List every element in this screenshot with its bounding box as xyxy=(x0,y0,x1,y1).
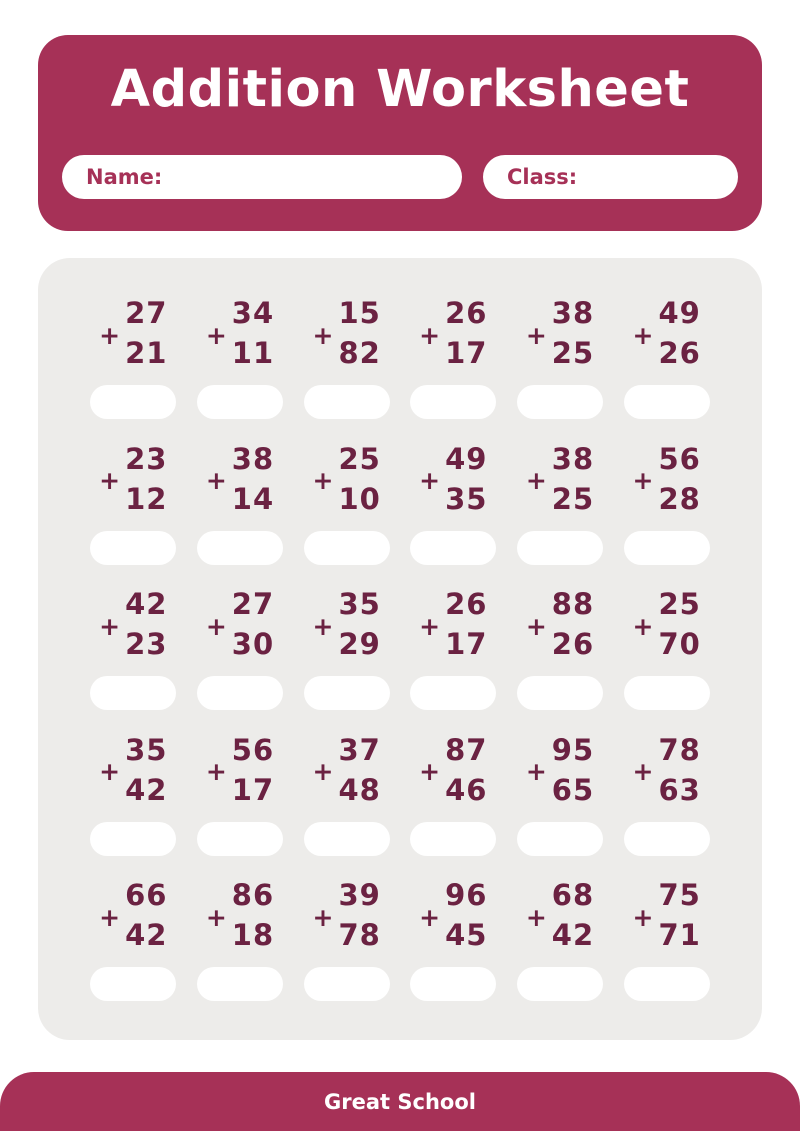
addend-bottom: 17 xyxy=(231,772,275,807)
addend-top: 78 xyxy=(658,732,701,767)
addition-problem xyxy=(400,438,507,566)
operands xyxy=(445,584,487,664)
addition-expression xyxy=(419,729,487,811)
addend-top: 38 xyxy=(551,296,595,330)
operands xyxy=(445,293,487,373)
addend-top: 75 xyxy=(658,878,701,913)
plus-operator: + xyxy=(99,320,121,350)
addend-bottom: 71 xyxy=(658,918,701,953)
page-title: Addition Worksheet xyxy=(110,60,690,119)
addition-problem xyxy=(507,583,614,711)
answer-box[interactable] xyxy=(624,822,710,856)
plus-operator: + xyxy=(632,902,654,932)
operands xyxy=(552,875,594,955)
addition-problem xyxy=(187,874,294,1002)
addend-top: 56 xyxy=(231,732,275,767)
addend-bottom: 48 xyxy=(338,772,381,807)
addend-bottom: 42 xyxy=(125,772,168,807)
plus-operator: + xyxy=(419,466,441,496)
plus-operator: + xyxy=(525,757,547,787)
answer-box[interactable] xyxy=(410,967,496,1001)
plus-operator: + xyxy=(632,757,654,787)
addition-expression xyxy=(633,438,701,520)
addition-problem xyxy=(187,729,294,857)
answer-box[interactable] xyxy=(197,531,283,565)
addition-expression xyxy=(633,292,701,374)
addition-problem xyxy=(187,583,294,711)
operands xyxy=(658,584,700,664)
addition-problem xyxy=(187,292,294,420)
addend-bottom: 46 xyxy=(445,772,488,807)
addition-expression xyxy=(419,583,487,665)
operands xyxy=(658,875,700,955)
addend-top: 27 xyxy=(231,587,275,622)
operands xyxy=(552,730,594,810)
plus-operator: + xyxy=(205,757,227,787)
addend-top: 95 xyxy=(551,732,595,767)
addend-bottom: 21 xyxy=(125,336,168,370)
addend-top: 88 xyxy=(551,587,595,622)
addition-problem xyxy=(507,729,614,857)
addition-expression xyxy=(633,583,701,665)
addend-top: 66 xyxy=(125,878,168,913)
answer-box[interactable] xyxy=(410,822,496,856)
operands xyxy=(232,730,274,810)
operands xyxy=(445,730,487,810)
addend-bottom: 26 xyxy=(551,627,595,662)
answer-box[interactable] xyxy=(410,385,496,419)
addition-expression xyxy=(206,438,274,520)
plus-operator: + xyxy=(632,466,654,496)
answer-box[interactable] xyxy=(304,531,390,565)
operands xyxy=(125,439,167,519)
plus-operator: + xyxy=(525,320,547,350)
addend-bottom: 17 xyxy=(445,336,488,370)
addition-expression xyxy=(526,729,594,811)
addend-top: 27 xyxy=(125,296,168,330)
addition-expression xyxy=(313,583,381,665)
addend-top: 25 xyxy=(658,587,701,622)
addend-top: 87 xyxy=(445,732,488,767)
operands xyxy=(232,293,274,373)
plus-operator: + xyxy=(99,466,121,496)
answer-box[interactable] xyxy=(304,676,390,710)
addend-bottom: 30 xyxy=(231,627,275,662)
header-fields xyxy=(62,155,738,199)
footer-label: Great School xyxy=(324,1089,476,1114)
class-field-label: Class: xyxy=(507,165,578,189)
addition-problem xyxy=(187,438,294,566)
addend-bottom: 26 xyxy=(658,336,701,370)
addition-expression xyxy=(633,874,701,956)
answer-box[interactable] xyxy=(624,967,710,1001)
addition-problem xyxy=(80,729,187,857)
plus-operator: + xyxy=(419,320,441,350)
answer-box[interactable] xyxy=(197,385,283,419)
addend-bottom: 63 xyxy=(658,772,701,807)
plus-operator: + xyxy=(312,466,334,496)
addend-top: 26 xyxy=(445,587,488,622)
answer-box[interactable] xyxy=(90,967,176,1001)
addend-bottom: 12 xyxy=(125,481,168,516)
answer-box[interactable] xyxy=(90,676,176,710)
plus-operator: + xyxy=(632,320,654,350)
addend-top: 35 xyxy=(125,732,168,767)
plus-operator: + xyxy=(632,611,654,641)
plus-operator: + xyxy=(525,611,547,641)
plus-operator: + xyxy=(205,466,227,496)
operands xyxy=(125,730,167,810)
addition-problem xyxy=(293,438,400,566)
addition-problem xyxy=(400,583,507,711)
operands xyxy=(338,439,380,519)
answer-box[interactable] xyxy=(197,967,283,1001)
addition-problem xyxy=(293,292,400,420)
plus-operator: + xyxy=(205,320,227,350)
addend-bottom: 11 xyxy=(231,336,275,370)
addition-problem xyxy=(400,292,507,420)
operands xyxy=(552,439,594,519)
operands xyxy=(338,584,380,664)
addition-problem xyxy=(80,583,187,711)
addition-expression xyxy=(526,583,594,665)
plus-operator: + xyxy=(99,902,121,932)
addend-bottom: 45 xyxy=(445,918,488,953)
answer-box[interactable] xyxy=(517,676,603,710)
addend-top: 34 xyxy=(231,296,275,330)
addition-expression xyxy=(99,438,167,520)
plus-operator: + xyxy=(312,320,334,350)
addend-bottom: 42 xyxy=(551,918,595,953)
answer-box[interactable] xyxy=(197,822,283,856)
addend-top: 39 xyxy=(338,878,381,913)
addition-expression xyxy=(526,292,594,374)
addend-top: 56 xyxy=(658,441,701,476)
addend-top: 26 xyxy=(445,296,488,330)
answer-box[interactable] xyxy=(90,385,176,419)
plus-operator: + xyxy=(205,611,227,641)
operands xyxy=(125,293,167,373)
addend-bottom: 18 xyxy=(231,918,275,953)
answer-box[interactable] xyxy=(517,531,603,565)
plus-operator: + xyxy=(525,466,547,496)
addition-problem xyxy=(400,729,507,857)
addition-problem xyxy=(293,583,400,711)
addition-problem xyxy=(80,438,187,566)
name-field-label: Name: xyxy=(86,165,163,189)
answer-box[interactable] xyxy=(197,676,283,710)
worksheet-header xyxy=(38,35,762,231)
addition-problem xyxy=(507,874,614,1002)
plus-operator: + xyxy=(205,902,227,932)
plus-operator: + xyxy=(99,611,121,641)
addend-bottom: 65 xyxy=(551,772,595,807)
answer-box[interactable] xyxy=(624,531,710,565)
operands xyxy=(232,875,274,955)
addend-bottom: 28 xyxy=(658,481,701,516)
operands xyxy=(338,293,380,373)
addition-expression xyxy=(419,438,487,520)
operands xyxy=(125,584,167,664)
addition-expression xyxy=(313,292,381,374)
addition-expression xyxy=(313,438,381,520)
addition-problem xyxy=(293,729,400,857)
addition-problem xyxy=(613,874,720,1002)
addition-expression xyxy=(99,729,167,811)
addend-top: 38 xyxy=(231,441,275,476)
answer-box[interactable] xyxy=(90,531,176,565)
operands xyxy=(125,875,167,955)
addition-expression xyxy=(99,292,167,374)
operands xyxy=(552,293,594,373)
operands xyxy=(232,584,274,664)
answer-box[interactable] xyxy=(90,822,176,856)
addition-expression xyxy=(633,729,701,811)
addition-expression xyxy=(419,874,487,956)
addition-expression xyxy=(206,729,274,811)
answer-box[interactable] xyxy=(304,822,390,856)
answer-box[interactable] xyxy=(410,676,496,710)
problems-panel xyxy=(38,258,762,1040)
addition-expression xyxy=(206,583,274,665)
addend-bottom: 25 xyxy=(551,481,595,516)
addend-bottom: 35 xyxy=(445,481,488,516)
addition-expression xyxy=(99,583,167,665)
answer-box[interactable] xyxy=(517,385,603,419)
operands xyxy=(445,439,487,519)
addend-bottom: 78 xyxy=(338,918,381,953)
operands xyxy=(658,730,700,810)
addition-problem xyxy=(507,292,614,420)
addition-expression xyxy=(206,292,274,374)
addend-bottom: 42 xyxy=(125,918,168,953)
name-field[interactable] xyxy=(62,155,462,199)
operands xyxy=(232,439,274,519)
addition-expression xyxy=(526,438,594,520)
plus-operator: + xyxy=(312,902,334,932)
addend-top: 35 xyxy=(338,587,381,622)
answer-box[interactable] xyxy=(304,385,390,419)
addend-bottom: 17 xyxy=(445,627,488,662)
addend-bottom: 29 xyxy=(338,627,381,662)
addend-bottom: 70 xyxy=(658,627,701,662)
operands xyxy=(338,875,380,955)
operands xyxy=(658,293,700,373)
problems-grid xyxy=(80,292,720,1002)
addition-problem xyxy=(507,438,614,566)
plus-operator: + xyxy=(525,902,547,932)
addition-problem xyxy=(293,874,400,1002)
addition-expression xyxy=(313,729,381,811)
plus-operator: + xyxy=(419,757,441,787)
plus-operator: + xyxy=(419,611,441,641)
answer-box[interactable] xyxy=(624,676,710,710)
addend-bottom: 25 xyxy=(551,336,595,370)
addend-top: 68 xyxy=(551,878,595,913)
addend-top: 15 xyxy=(338,296,381,330)
addend-top: 23 xyxy=(125,441,168,476)
addition-problem xyxy=(80,874,187,1002)
addend-bottom: 23 xyxy=(125,627,168,662)
class-field[interactable] xyxy=(483,155,738,199)
addend-top: 42 xyxy=(125,587,168,622)
addend-top: 96 xyxy=(445,878,488,913)
addition-expression xyxy=(313,874,381,956)
addend-top: 49 xyxy=(445,441,488,476)
footer-bar xyxy=(0,1072,800,1131)
addend-top: 49 xyxy=(658,296,701,330)
addition-expression xyxy=(419,292,487,374)
addend-top: 86 xyxy=(231,878,275,913)
addition-problem xyxy=(613,292,720,420)
addend-top: 25 xyxy=(338,441,381,476)
answer-box[interactable] xyxy=(517,822,603,856)
addend-top: 38 xyxy=(551,441,595,476)
addend-bottom: 14 xyxy=(231,481,275,516)
operands xyxy=(338,730,380,810)
addend-bottom: 10 xyxy=(338,481,381,516)
plus-operator: + xyxy=(99,757,121,787)
addend-top: 37 xyxy=(338,732,381,767)
plus-operator: + xyxy=(419,902,441,932)
plus-operator: + xyxy=(312,611,334,641)
addition-problem xyxy=(613,583,720,711)
addition-problem xyxy=(613,438,720,566)
answer-box[interactable] xyxy=(624,385,710,419)
addend-bottom: 82 xyxy=(338,336,381,370)
addition-problem xyxy=(613,729,720,857)
addition-problem xyxy=(80,292,187,420)
addition-expression xyxy=(526,874,594,956)
addition-expression xyxy=(99,874,167,956)
operands xyxy=(445,875,487,955)
answer-box[interactable] xyxy=(304,967,390,1001)
plus-operator: + xyxy=(312,757,334,787)
operands xyxy=(552,584,594,664)
answer-box[interactable] xyxy=(410,531,496,565)
answer-box[interactable] xyxy=(517,967,603,1001)
addition-expression xyxy=(206,874,274,956)
operands xyxy=(658,439,700,519)
addition-problem xyxy=(400,874,507,1002)
